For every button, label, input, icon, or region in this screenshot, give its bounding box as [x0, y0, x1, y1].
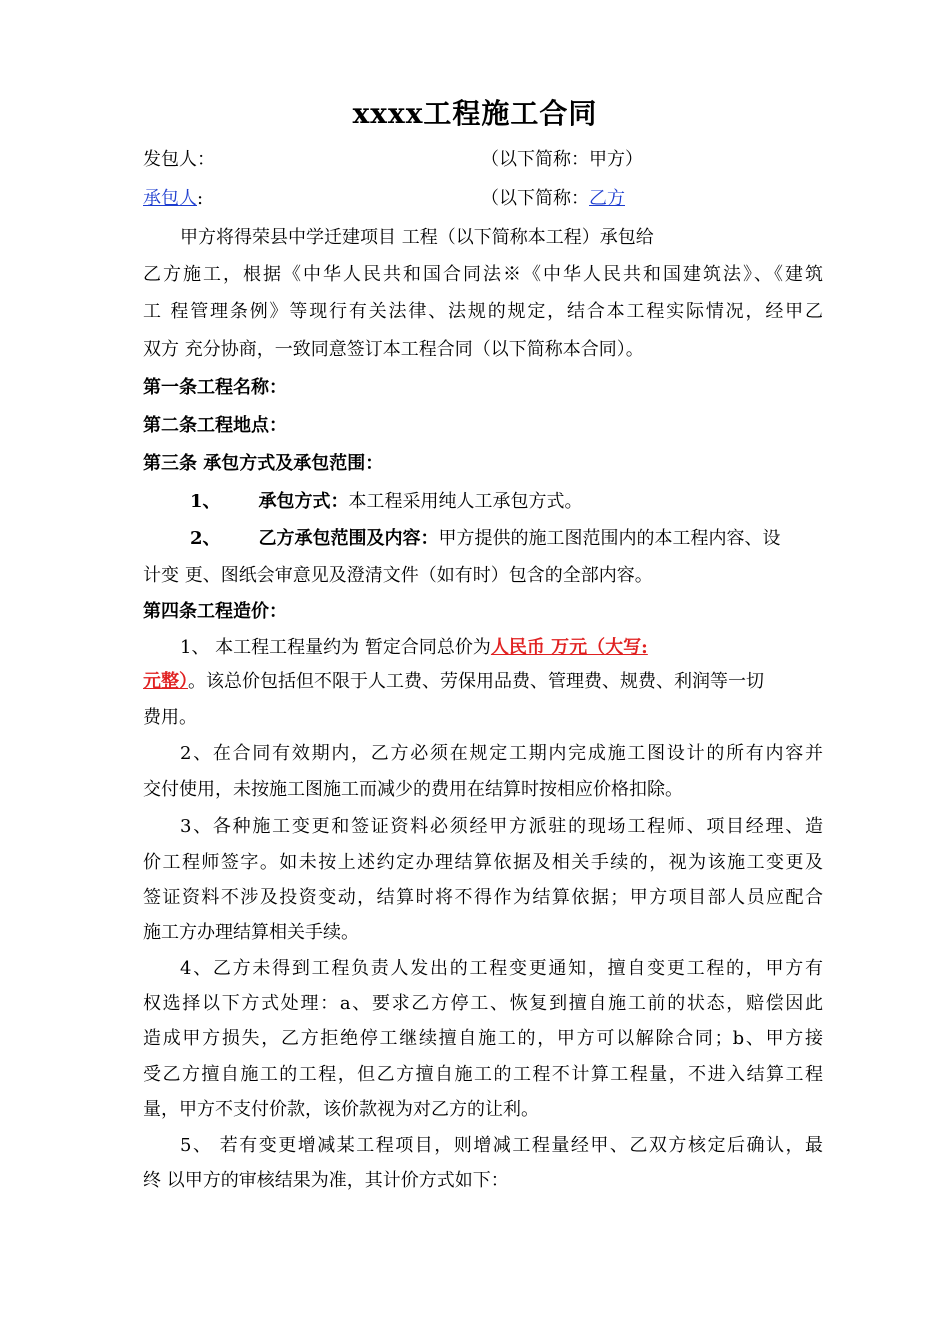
article-4-item-1-cont — [143, 670, 823, 694]
price-field-end: 元整） — [143, 671, 188, 692]
item-label: 承包方式： — [258, 491, 349, 512]
item-label: 乙方承包范围及内容： — [258, 528, 439, 549]
party-a-label: 发包人： — [143, 149, 215, 170]
article-3-item-1 — [190, 490, 870, 514]
intro-line-2: 乙方施工，根据《中华人民共和国合同法※《中华人民共和国建筑法》、《建筑 — [143, 264, 823, 285]
party-a-note: （以下简称：甲方） — [481, 149, 643, 170]
article-3-item-2-cont: 计变 更、图纸会审意见及澄清文件（如有时）包含的全部内容。 — [143, 565, 653, 586]
item-text: 甲方提供的施工图范围内的本工程内容、设 — [438, 528, 781, 549]
party-b-note — [481, 187, 625, 211]
item-text: 1、 本工程工程量约为 暂定合同总价为 — [180, 637, 491, 658]
price-field: 人民币 万元（大写: — [490, 637, 648, 658]
intro-line-4: 双方 充分协商，一致同意签订本工程合同（以下简称本合同）。 — [143, 339, 644, 360]
article-4-heading: 第四条工程造价： — [143, 601, 287, 622]
article-4-item-5-line-2: 终 以甲方的审核结果为准，其计价方式如下： — [143, 1170, 509, 1191]
document-title: xxxx工程施工合同 — [352, 97, 598, 130]
article-4-item-1 — [180, 636, 860, 660]
article-4-item-3-line-3: 签证资料不涉及投资变动，结算时将不得作为结算依据；甲方项目部人员应配合 — [143, 887, 823, 908]
article-3-item-2 — [190, 527, 870, 551]
article-4-item-2-line-1: 2、在合同有效期内，乙方必须在规定工期内完成施工图设计的所有内容并 — [180, 743, 823, 764]
article-4-item-4-line-5: 量，甲方不支付价款，该价款视为对乙方的让利。 — [143, 1099, 539, 1120]
article-4-item-2-line-2: 交付使用，未按施工图施工而减少的费用在结算时按相应价格扣除。 — [143, 779, 683, 800]
party-b-colon: : — [197, 188, 204, 209]
article-1-heading: 第一条工程名称： — [143, 377, 287, 398]
article-4-item-3-line-4: 施工方办理结算相关手续。 — [143, 922, 359, 943]
article-3-heading: 第三条 承包方式及承包范围： — [143, 453, 384, 474]
article-4-item-1-end: 费用。 — [143, 707, 197, 728]
article-4-item-3-line-1: 3、各种施工变更和签证资料必须经甲方派驻的现场工程师、项目经理、造 — [180, 816, 823, 837]
item-text: 本工程采用纯人工承包方式。 — [348, 491, 583, 512]
article-4-item-4-line-3: 造成甲方损失，乙方拒绝停工继续擅自施工的，甲方可以解除合同；b、甲方接 — [143, 1028, 823, 1049]
article-4-item-4-line-1: 4、乙方未得到工程负责人发出的工程变更通知，擅自变更工程的，甲方有 — [180, 958, 823, 979]
party-b-note-link[interactable]: 乙方 — [589, 188, 625, 209]
article-4-item-4-line-4: 受乙方擅自施工的工程，但乙方擅自施工的工程不计算工程量，不进入结算工程 — [143, 1064, 823, 1085]
intro-line-3: 工 程管理条例》等现行有关法律、法规的规定，结合本工程实际情况，经甲乙 — [143, 301, 823, 322]
intro-line-1: 甲方将得荣县中学迁建项目 工程（以下简称本工程）承包给 — [180, 227, 654, 248]
article-4-item-3-line-2: 价工程师签字。如未按上述约定办理结算依据及相关手续的，视为该施工变更及 — [143, 852, 823, 873]
article-4-item-4-line-2: 权选择以下方式处理：a、要求乙方停工、恢复到擅自施工前的状态，赔偿因此 — [143, 993, 823, 1014]
item-text: 。该总价包括但不限于人工费、劳保用品费、管理费、规费、利润等一切 — [188, 671, 764, 692]
party-b-note-prefix: （以下简称： — [481, 188, 589, 209]
article-4-item-5-line-1: 5、 若有变更增减某工程项目，则增减工程量经甲、乙双方核定后确认，最 — [180, 1135, 823, 1156]
party-b-link[interactable]: 承包人 — [143, 188, 197, 209]
item-number: 1、 — [190, 491, 221, 512]
item-number: 2、 — [190, 528, 221, 549]
article-2-heading: 第二条工程地点： — [143, 415, 287, 436]
